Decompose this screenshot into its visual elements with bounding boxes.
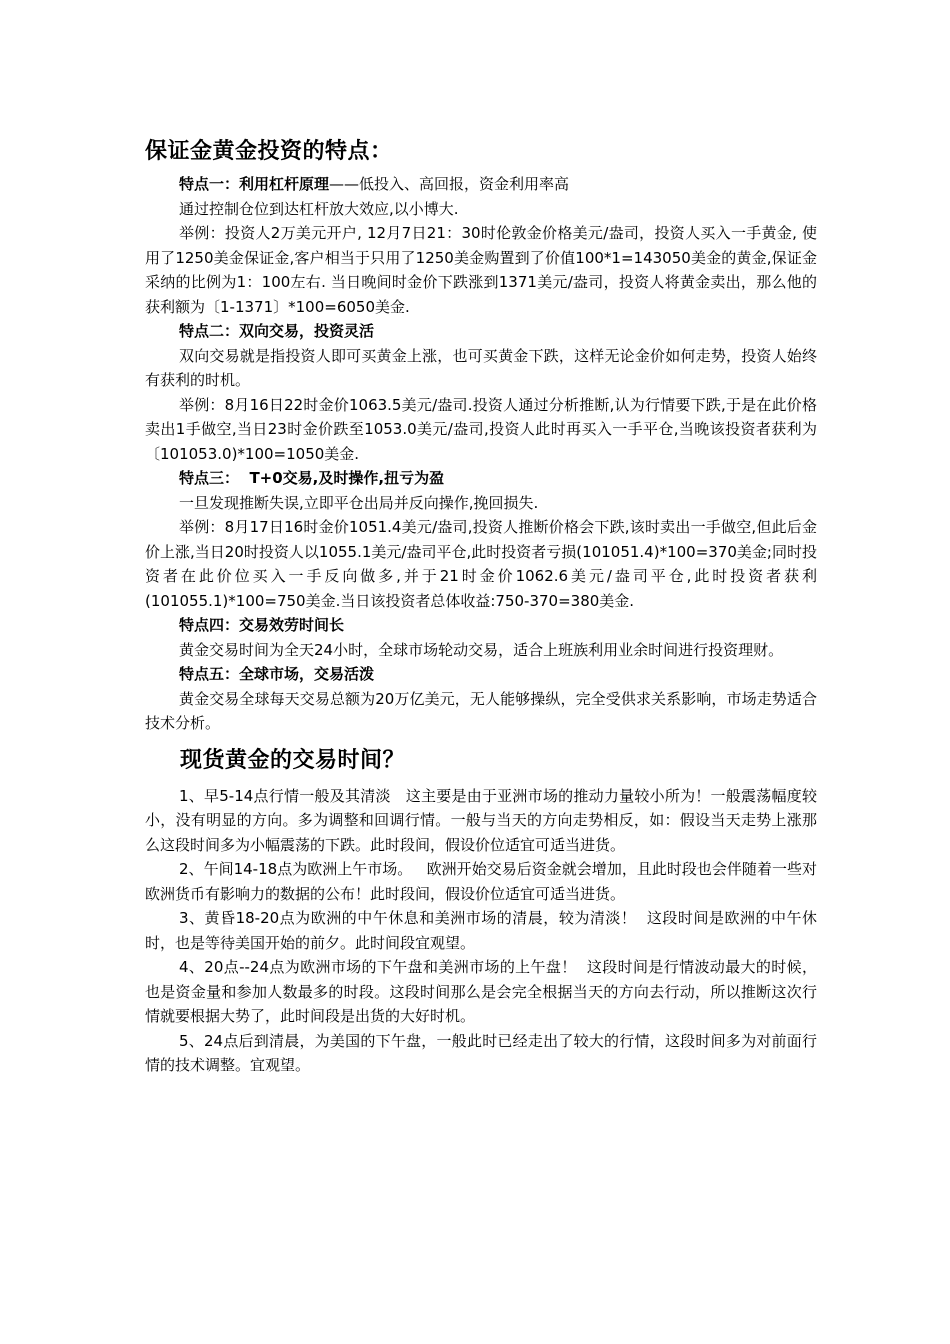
feature-2-paragraph-1: 双向交易就是指投资人即可买黄金上涨，也可买黄金下跌，这样无论金价如何走势，投资人始终有获利的时机。 — [145, 346, 817, 389]
feature-heading-5: 特点五：全球市场，交易活泼 — [179, 665, 375, 683]
section-title-features: 保证金黄金投资的特点： — [145, 139, 393, 164]
feature-3-paragraph-1: 一旦发现推断失误,立即平仓出局并反向操作,挽回损失. — [179, 493, 539, 512]
trading-hours-paragraph-5: 5、24点后到清晨，为美国的下午盘，一般此时已经走出了较大的行情，这段时间多为对前面行情的技术调整。宜观望。 — [145, 1031, 817, 1074]
feature-1-paragraph-1: 通过控制仓位到达杠杆放大效应,以小博大. — [179, 199, 459, 218]
document-content — [145, 132, 817, 1078]
feature-heading-4: 特点四：交易效劳时间长 — [179, 616, 345, 634]
trading-hours-paragraph-1: 1、早5-14点行情一般及其清淡 这主要是由于亚洲市场的推动力量较小所为！一般震荡幅度较小，没有明显的方向。多为调整和回调行情。一般与当天的方向走势相反，如：假设当天走势上涨那么这段时间多为小幅震荡的下跌。此时段间，假设价位适宜可适当进货。 — [145, 786, 817, 854]
feature-2-paragraph-2: 举例：8月16日22时金价1063.5美元/盎司.投资人通过分析推断,认为行情要下跌,于是在此价格卖出1手做空,当日23时金价跌至1053.0美元/盎司,投资人此时再买入一手平仓,当晚该投资者获利为〔101053.0)*100=1050美金. — [145, 395, 817, 463]
feature-1-paragraph-2: 举例：投资人2万美元开户, 12月7日21：30时伦敦金价格美元/盎司，投资人买入一手黄金, 使用了1250美金保证金,客户相当于只用了1250美金购置到了价值100*1=143050美金的黄金,保证金采纳的比例为1：100左右. 当日晚间时金价下跌涨到1371美元/盎司，投资人将黄金卖出，那么他的获利额为〔1-1371〕*100=6050美金. — [145, 224, 817, 316]
trading-hours-paragraph-3: 3、黄昏18-20点为欧洲的中午休息和美洲市场的清晨，较为清淡！ 这段时间是欧洲的中午休时，也是等待美国开始的前夕。此时间段宜观望。 — [145, 909, 817, 952]
feature-heading-2: 特点二：双向交易，投资灵活 — [179, 322, 375, 340]
section-title-trading-hours: 现货黄金的交易时间？ — [180, 747, 406, 773]
feature-heading-3: 特点三： T+0交易,及时操作,扭亏为盈 — [179, 469, 445, 487]
trading-hours-paragraph-4: 4、20点--24点为欧洲市场的下午盘和美洲市场的上午盘！ 这段时间是行情波动最大的时候，也是资金量和参加人数最多的时段。这段时间那么是会完全根据当天的方向去行动，所以推断这次行情就要根据大势了，此时间段是出货的大好时机。 — [145, 958, 817, 1025]
feature-heading-1 — [145, 172, 817, 197]
feature-heading-1-bold: 特点一：利用杠杆原理 — [179, 175, 330, 193]
feature-heading-1-rest: ——低投入、高回报，资金利用率高 — [329, 175, 570, 193]
feature-4-paragraph-1: 黄金交易时间为全天24小时，全球市场轮动交易，适合上班族利用业余时间进行投资理财。 — [179, 640, 784, 659]
feature-5-paragraph-1: 黄金交易全球每天交易总额为20万亿美元，无人能够操纵，完全受供求关系影响，市场走势适合技术分析。 — [145, 689, 817, 732]
feature-3-paragraph-2: 举例：8月17日16时金价1051.4美元/盎司,投资人推断价格会下跌,该时卖出一手做空,但此后金价上涨,当日20时投资人以1055.1美元/盎司平仓,此时投资者亏损(101051.4)*100=370美金;同时投资者在此价位买入一手反向做多,并于21时金价1062.6美元/盎司平仓,此时投资者获利(101055.1)*100=750美金.当日该投资者总体收益:750-370=380美金. — [145, 518, 817, 610]
trading-hours-paragraph-2: 2、午间14-18点为欧洲上午市场。 欧洲开始交易后资金就会增加，且此时段也会伴随着一些对欧洲货币有影响力的数据的公布！此时段间，假设价位适宜可适当进货。 — [145, 860, 817, 903]
